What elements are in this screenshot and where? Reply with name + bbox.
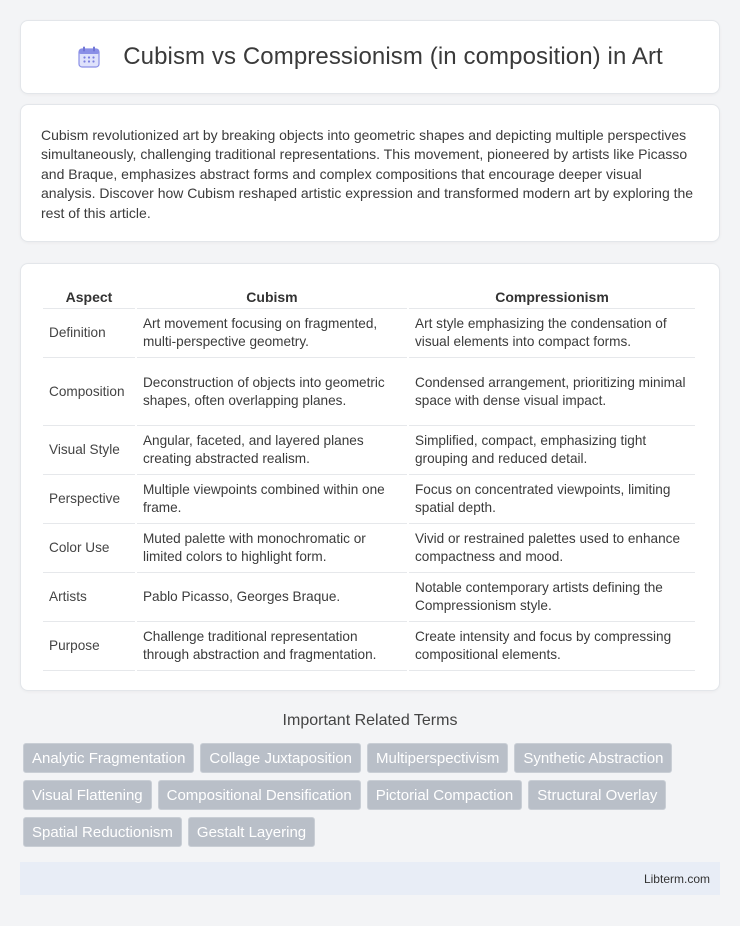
tag-synthetic-abstraction[interactable]: Synthetic Abstraction xyxy=(514,743,672,773)
header-compressionism: Compressionism xyxy=(409,285,695,309)
title-wrap xyxy=(77,43,663,71)
intro-text: Cubism revolutionized art by breaking objects into geometric shapes and depicting multiple perspectives simultaneously, challenging traditional representations. This movement, pioneered by artists like Picasso and Braque, emphasizes abstract forms and complex compositions that encourage deeper visual analysis. Discover how Cubism reshaped artistic expression and transformed modern art by exploring the rest of this article. xyxy=(41,127,694,221)
row-cubism: Pablo Picasso, Georges Braque. xyxy=(137,573,407,622)
related-terms-section xyxy=(20,704,720,847)
table-row xyxy=(43,524,695,573)
tag-collage-juxtaposition[interactable]: Collage Juxtaposition xyxy=(200,743,361,773)
header-cubism: Cubism xyxy=(137,285,407,309)
table-row xyxy=(43,573,695,622)
row-cubism: Muted palette with monochromatic or limited colors to highlight form. xyxy=(137,524,407,573)
row-aspect: Color Use xyxy=(43,524,135,573)
header-card xyxy=(20,20,720,94)
related-terms-tags xyxy=(20,743,720,847)
row-aspect: Visual Style xyxy=(43,426,135,475)
table-row xyxy=(43,426,695,475)
tag-multiperspectivism[interactable]: Multiperspectivism xyxy=(367,743,508,773)
tag-structural-overlay[interactable]: Structural Overlay xyxy=(528,780,666,810)
row-compressionism: Create intensity and focus by compressing compositional elements. xyxy=(409,622,695,671)
table-row xyxy=(43,309,695,358)
row-compressionism: Focus on concentrated viewpoints, limiting spatial depth. xyxy=(409,475,695,524)
tag-analytic-fragmentation[interactable]: Analytic Fragmentation xyxy=(23,743,194,773)
row-aspect: Composition xyxy=(43,358,135,426)
tag-gestalt-layering[interactable]: Gestalt Layering xyxy=(188,817,315,847)
row-cubism: Angular, faceted, and layered planes creating abstracted realism. xyxy=(137,426,407,475)
row-cubism: Art movement focusing on fragmented, multi-perspective geometry. xyxy=(137,309,407,358)
row-cubism: Deconstruction of objects into geometric shapes, often overlapping planes. xyxy=(137,358,407,426)
table-header-row xyxy=(43,285,695,309)
tag-spatial-reductionism[interactable]: Spatial Reductionism xyxy=(23,817,182,847)
footer xyxy=(20,862,720,895)
page-title: Cubism vs Compressionism (in composition) in Art xyxy=(123,43,663,70)
comparison-table-card xyxy=(20,263,720,691)
row-aspect: Artists xyxy=(43,573,135,622)
tag-pictorial-compaction[interactable]: Pictorial Compaction xyxy=(367,780,523,810)
row-cubism: Multiple viewpoints combined within one frame. xyxy=(137,475,407,524)
row-aspect: Purpose xyxy=(43,622,135,671)
row-compressionism: Simplified, compact, emphasizing tight grouping and reduced detail. xyxy=(409,426,695,475)
row-aspect: Definition xyxy=(43,309,135,358)
row-aspect: Perspective xyxy=(43,475,135,524)
row-compressionism: Notable contemporary artists defining the Compressionism style. xyxy=(409,573,695,622)
header-aspect: Aspect xyxy=(43,285,135,309)
row-compressionism: Vivid or restrained palettes used to enhance compactness and mood. xyxy=(409,524,695,573)
footer-site-link[interactable]: Libterm.com xyxy=(643,871,710,886)
row-cubism: Challenge traditional representation through abstraction and fragmentation. xyxy=(137,622,407,671)
intro-card xyxy=(20,104,720,242)
calendar-icon xyxy=(77,45,101,69)
related-terms-title: Important Related Terms xyxy=(282,712,458,729)
tag-compositional-densification[interactable]: Compositional Densification xyxy=(158,780,361,810)
row-compressionism: Condensed arrangement, prioritizing minimal space with dense visual impact. xyxy=(409,358,695,426)
table-row xyxy=(43,622,695,671)
table-row xyxy=(43,358,695,426)
row-compressionism: Art style emphasizing the condensation of visual elements into compact forms. xyxy=(409,309,695,358)
comparison-table xyxy=(41,285,697,671)
tag-visual-flattening[interactable]: Visual Flattening xyxy=(23,780,152,810)
table-row xyxy=(43,475,695,524)
